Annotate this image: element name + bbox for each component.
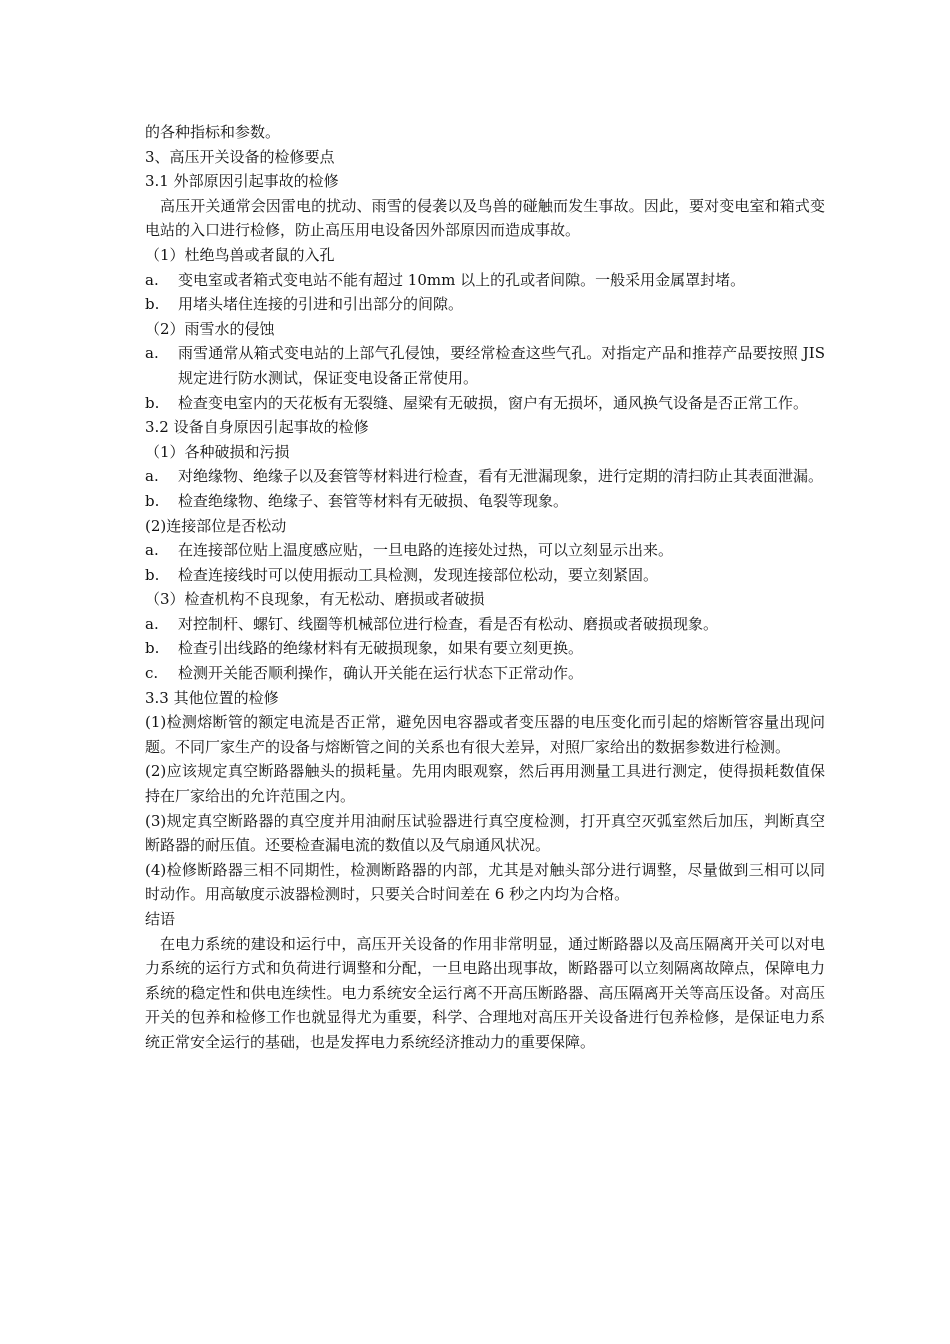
list-marker: a. xyxy=(145,270,159,289)
list-text: 在连接部位贴上温度感应贴，一旦电路的连接处过热，可以立刻显示出来。 xyxy=(178,541,674,560)
list-item xyxy=(145,292,825,317)
section-3-3-paragraph: (4)检修断路器三相不同期性，检测断路器的内部，尤其是对触头部分进行调整，尽量做到三相可以同时动作。用高敏度示波器检测时，只要关合时间差在 6 秒之内均为合格。 xyxy=(145,860,825,904)
list-text: 检查引出线路的绝缘材料有无破损现象，如果有要立刻更换。 xyxy=(178,639,584,658)
list-item xyxy=(145,341,825,390)
list-item xyxy=(145,538,825,563)
list-text: 用堵头堵住连接的引进和引出部分的间隙。 xyxy=(178,295,464,314)
conclusion-paragraph: 在电力系统的建设和运行中，高压开关设备的作用非常明显，通过断路器以及高压隔离开关可以对电力系统的运行方式和负荷进行调整和分配，一旦电路出现事故，断路器可以立刻隔离故障点，保障电力系统的稳定性和供电连续性。电力系统安全运行离不开高压断路器、高压隔离开关等高压设备。对高压开关的包养和检修工作也就显得尤为重要，科学、合理地对高压开关设备进行包养检修，是保证电力系统正常安全运行的基础，也是发挥电力系统经济推动力的重要保障。 xyxy=(145,934,825,1051)
list-marker: b. xyxy=(145,565,160,584)
list-marker: b. xyxy=(145,639,160,658)
list-marker: a. xyxy=(145,614,159,633)
list-item xyxy=(145,489,825,514)
section-3-3-heading: 3.3 其他位置的检修 xyxy=(145,688,279,707)
section-3-3-paragraph: (1)检测熔断管的额定电流是否正常，避免因电容器或者变压器的电压变化而引起的熔断管容量出现问题。不同厂家生产的设备与熔断管之间的关系也有很大差异，对照厂家给出的数据参数进行检测。 xyxy=(145,713,825,756)
section-3-1-heading: 3.1 外部原因引起事故的检修 xyxy=(145,172,339,191)
list-item xyxy=(145,636,825,661)
intro-fragment: 的各种指标和参数。 xyxy=(145,123,281,141)
list-item xyxy=(145,661,825,686)
list-item xyxy=(145,268,825,293)
section-3-1-paragraph: 高压开关通常会因雷电的扰动、雨雪的侵袭以及鸟兽的碰触而发生事故。因此，要对变电室和箱式变电站的入口进行检修，防止高压用电设备因外部原因而造成事故。 xyxy=(145,196,825,240)
section-3-heading: 3、高压开关设备的检修要点 xyxy=(145,147,335,166)
section-3-2-heading: 3.2 设备自身原因引起事故的检修 xyxy=(145,418,369,437)
list-item xyxy=(145,391,825,416)
list-text: 检查连接线时可以使用振动工具检测，发现连接部位松动，要立刻紧固。 xyxy=(178,565,659,584)
list-item xyxy=(145,612,825,637)
section-3-2-sub2-heading: (2)连接部位是否松动 xyxy=(145,516,287,535)
list-text: 变电室或者箱式变电站不能有超过 10mm 以上的孔或者间隙。一般采用金属罩封堵。 xyxy=(178,270,746,289)
section-3-1-sub2-heading: （2）雨雪水的侵蚀 xyxy=(145,319,275,338)
list-text: 对绝缘物、绝缘子以及套管等材料进行检查，看有无泄漏现象，进行定期的清扫防止其表面泄漏。 xyxy=(178,467,824,486)
list-marker: b. xyxy=(145,393,160,412)
conclusion-heading: 结语 xyxy=(145,910,176,928)
list-marker: b. xyxy=(145,295,160,314)
list-marker: a. xyxy=(145,344,159,363)
section-3-2-sub3-heading: （3）检查机构不良现象，有无松动、磨损或者破损 xyxy=(145,590,485,609)
list-text: 对控制杆、螺钉、线圈等机械部位进行检查，看是否有松动、磨损或者破损现象。 xyxy=(178,614,719,633)
list-text: 雨雪通常从箱式变电站的上部气孔侵蚀，要经常检查这些气孔。对指定产品和推荐产品要按照 JIS 规定进行防水测试，保证变电设备正常使用。 xyxy=(178,344,825,387)
list-item xyxy=(145,563,825,588)
list-item xyxy=(145,464,825,489)
section-3-3-paragraph: (3)规定真空断路器的真空度并用油耐压试验器进行真空度检测，打开真空灭弧室然后加压，判断真空断路器的耐压值。还要检查漏电流的数值以及气扇通风状况。 xyxy=(145,811,825,855)
list-text: 检查绝缘物、绝缘子、套管等材料有无破损、龟裂等现象。 xyxy=(178,491,569,510)
list-marker: c. xyxy=(145,664,159,683)
section-3-1-sub1-heading: （1）杜绝鸟兽或者鼠的入孔 xyxy=(145,245,335,264)
list-marker: a. xyxy=(145,467,159,486)
list-text: 检测开关能否顺利操作，确认开关能在运行状态下正常动作。 xyxy=(178,664,584,683)
document-page xyxy=(145,120,825,1055)
list-marker: a. xyxy=(145,541,159,560)
list-marker: b. xyxy=(145,491,160,510)
section-3-3-paragraph: (2)应该规定真空断路器触头的损耗量。先用肉眼观察，然后再用测量工具进行测定，使得损耗数值保持在厂家给出的允许范围之内。 xyxy=(145,762,825,806)
list-text: 检查变电室内的天花板有无裂缝、屋梁有无破损，窗户有无损坏，通风换气设备是否正常工作。 xyxy=(178,393,809,412)
section-3-2-sub1-heading: （1）各种破损和污损 xyxy=(145,442,290,461)
